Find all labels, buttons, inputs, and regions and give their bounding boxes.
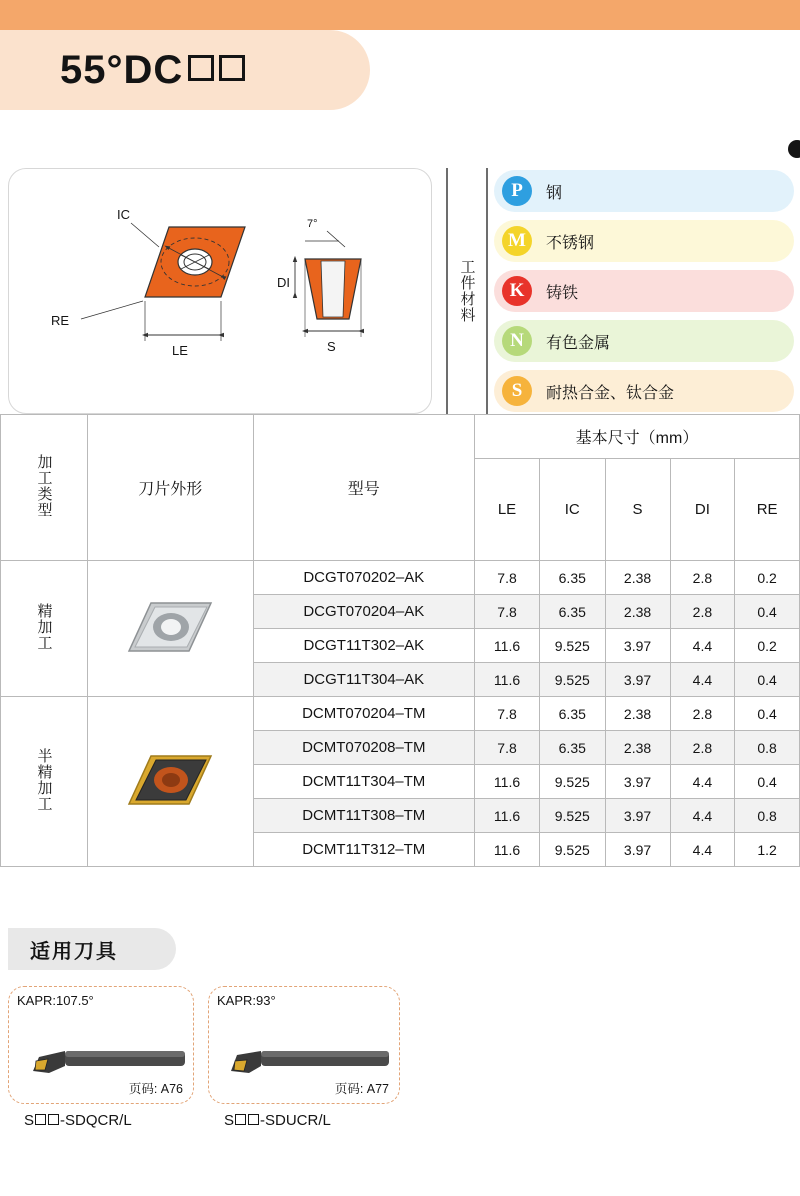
group-process-semifinishing [1, 697, 88, 867]
material-badge-n: N [502, 326, 532, 356]
spec-table [0, 414, 800, 867]
le-cell: 11.6 [475, 799, 540, 833]
insert-gold-icon [111, 748, 229, 812]
di-cell: 4.4 [670, 765, 735, 799]
s-cell: 2.38 [605, 561, 670, 595]
header-ic: IC [540, 459, 605, 561]
model-cell: DCGT070204–AK [253, 595, 475, 629]
tool-square-icon [248, 1114, 259, 1125]
re-cell: 0.4 [735, 765, 800, 799]
workpiece-materials-panel [446, 168, 794, 414]
header-dimensions: 基本尺寸（mm） [475, 415, 800, 459]
di-cell: 4.4 [670, 833, 735, 867]
svg-text:S: S [327, 339, 336, 354]
ic-cell: 9.525 [540, 629, 605, 663]
material-name-n: 有色金属 [546, 334, 611, 352]
material-name-k: 铸铁 [546, 284, 579, 302]
materials-side-label [446, 168, 488, 414]
le-cell: 11.6 [475, 765, 540, 799]
tool-page-label: 页码: A77 [334, 1082, 389, 1096]
ic-cell: 9.525 [540, 663, 605, 697]
tool-name-prefix: S [24, 1112, 35, 1129]
re-cell: 0.4 [735, 595, 800, 629]
tool-card-sdqcr[interactable] [8, 986, 194, 1104]
material-row-m [494, 220, 794, 262]
svg-text:IC: IC [117, 207, 130, 222]
table-row [1, 697, 800, 731]
svg-text:7°: 7° [307, 218, 318, 230]
header-re: RE [735, 459, 800, 561]
re-cell: 0.2 [735, 629, 800, 663]
s-cell: 3.97 [605, 799, 670, 833]
page-title-plate [0, 30, 370, 110]
tool-name-prefix: S [224, 1112, 235, 1129]
group-process-semifinishing-text: 半精加工 [35, 747, 53, 812]
model-cell: DCGT070202–AK [253, 561, 475, 595]
header-s: S [605, 459, 670, 561]
ic-cell: 6.35 [540, 731, 605, 765]
header-process-type [1, 415, 88, 561]
tool-name-sdqcr [24, 1112, 132, 1129]
model-cell: DCGT11T304–AK [253, 663, 475, 697]
tool-page-label: 页码: A76 [128, 1082, 183, 1096]
material-badge-m: M [502, 226, 532, 256]
s-cell: 3.97 [605, 663, 670, 697]
tool-kapr-label: KAPR:107.5° [17, 993, 94, 1008]
material-badge-k: K [502, 276, 532, 306]
group-shape-semifinishing [88, 697, 254, 867]
header-di: DI [670, 459, 735, 561]
le-cell: 7.8 [475, 697, 540, 731]
header-insert-shape: 刀片外形 [88, 415, 254, 561]
material-name-s: 耐热合金、钛合金 [546, 384, 675, 402]
table-header-row-1 [1, 415, 800, 459]
s-cell: 3.97 [605, 629, 670, 663]
applicable-tools-tab [8, 928, 176, 970]
applicable-tools-title: 适用刀具 [30, 940, 118, 963]
tool-kapr-label: KAPR:93° [217, 993, 276, 1008]
geometry-svg [9, 169, 433, 415]
ic-cell: 6.35 [540, 697, 605, 731]
model-cell: DCMT070208–TM [253, 731, 475, 765]
re-cell: 0.8 [735, 799, 800, 833]
le-cell: 11.6 [475, 629, 540, 663]
di-cell: 2.8 [670, 731, 735, 765]
le-cell: 7.8 [475, 561, 540, 595]
s-cell: 3.97 [605, 765, 670, 799]
model-cell: DCGT11T302–AK [253, 629, 475, 663]
di-cell: 2.8 [670, 561, 735, 595]
page-title-prefix: 55°DC [60, 47, 184, 92]
ic-cell: 9.525 [540, 799, 605, 833]
ic-cell: 6.35 [540, 561, 605, 595]
header-model: 型号 [253, 415, 475, 561]
model-cell: DCMT11T304–TM [253, 765, 475, 799]
tool-name-suffix: -SDQCR/L [60, 1112, 132, 1129]
material-badge-s: S [502, 376, 532, 406]
material-row-s [494, 370, 794, 412]
corner-dot-decoration [788, 140, 800, 158]
re-cell: 0.4 [735, 663, 800, 697]
materials-list [488, 168, 794, 414]
tool-square-icon [48, 1114, 59, 1125]
insert-geometry-diagram [8, 168, 432, 414]
svg-text:DI: DI [277, 275, 290, 290]
di-cell: 2.8 [670, 697, 735, 731]
le-cell: 11.6 [475, 663, 540, 697]
s-cell: 3.97 [605, 833, 670, 867]
header-process-type-text: 加工类型 [35, 453, 53, 518]
di-cell: 4.4 [670, 663, 735, 697]
tool-square-icon [35, 1114, 46, 1125]
tool-card-sducr[interactable] [208, 986, 400, 1104]
re-cell: 0.8 [735, 731, 800, 765]
model-cell: DCMT070204–TM [253, 697, 475, 731]
top-area [0, 168, 800, 414]
ic-cell: 9.525 [540, 765, 605, 799]
group-shape-finishing [88, 561, 254, 697]
material-row-n [494, 320, 794, 362]
materials-side-label-text: 工件材料 [458, 259, 476, 323]
model-cell: DCMT11T312–TM [253, 833, 475, 867]
material-name-p: 钢 [546, 184, 563, 202]
ic-cell: 9.525 [540, 833, 605, 867]
s-cell: 2.38 [605, 697, 670, 731]
svg-text:RE: RE [51, 313, 70, 328]
ic-cell: 6.35 [540, 595, 605, 629]
le-cell: 7.8 [475, 595, 540, 629]
material-badge-p: P [502, 176, 532, 206]
di-cell: 4.4 [670, 799, 735, 833]
title-square-icon [219, 55, 245, 81]
group-process-finishing-text: 精加工 [35, 602, 53, 651]
di-cell: 4.4 [670, 629, 735, 663]
s-cell: 2.38 [605, 731, 670, 765]
s-cell: 2.38 [605, 595, 670, 629]
re-cell: 1.2 [735, 833, 800, 867]
group-process-finishing [1, 561, 88, 697]
material-row-p [494, 170, 794, 212]
model-cell: DCMT11T308–TM [253, 799, 475, 833]
spec-table-wrap [0, 414, 800, 867]
le-cell: 7.8 [475, 731, 540, 765]
tool-name-suffix: -SDUCR/L [260, 1112, 331, 1129]
header-le: LE [475, 459, 540, 561]
material-row-k [494, 270, 794, 312]
insert-silver-icon [111, 595, 229, 659]
svg-text:LE: LE [172, 343, 188, 358]
page-title [60, 48, 245, 93]
title-square-icon [188, 55, 214, 81]
table-row [1, 561, 800, 595]
di-cell: 2.8 [670, 595, 735, 629]
header-band [0, 0, 800, 30]
re-cell: 0.4 [735, 697, 800, 731]
re-cell: 0.2 [735, 561, 800, 595]
tool-name-sducr [224, 1112, 331, 1129]
tool-square-icon [235, 1114, 246, 1125]
le-cell: 11.6 [475, 833, 540, 867]
material-name-m: 不锈钢 [546, 234, 595, 252]
